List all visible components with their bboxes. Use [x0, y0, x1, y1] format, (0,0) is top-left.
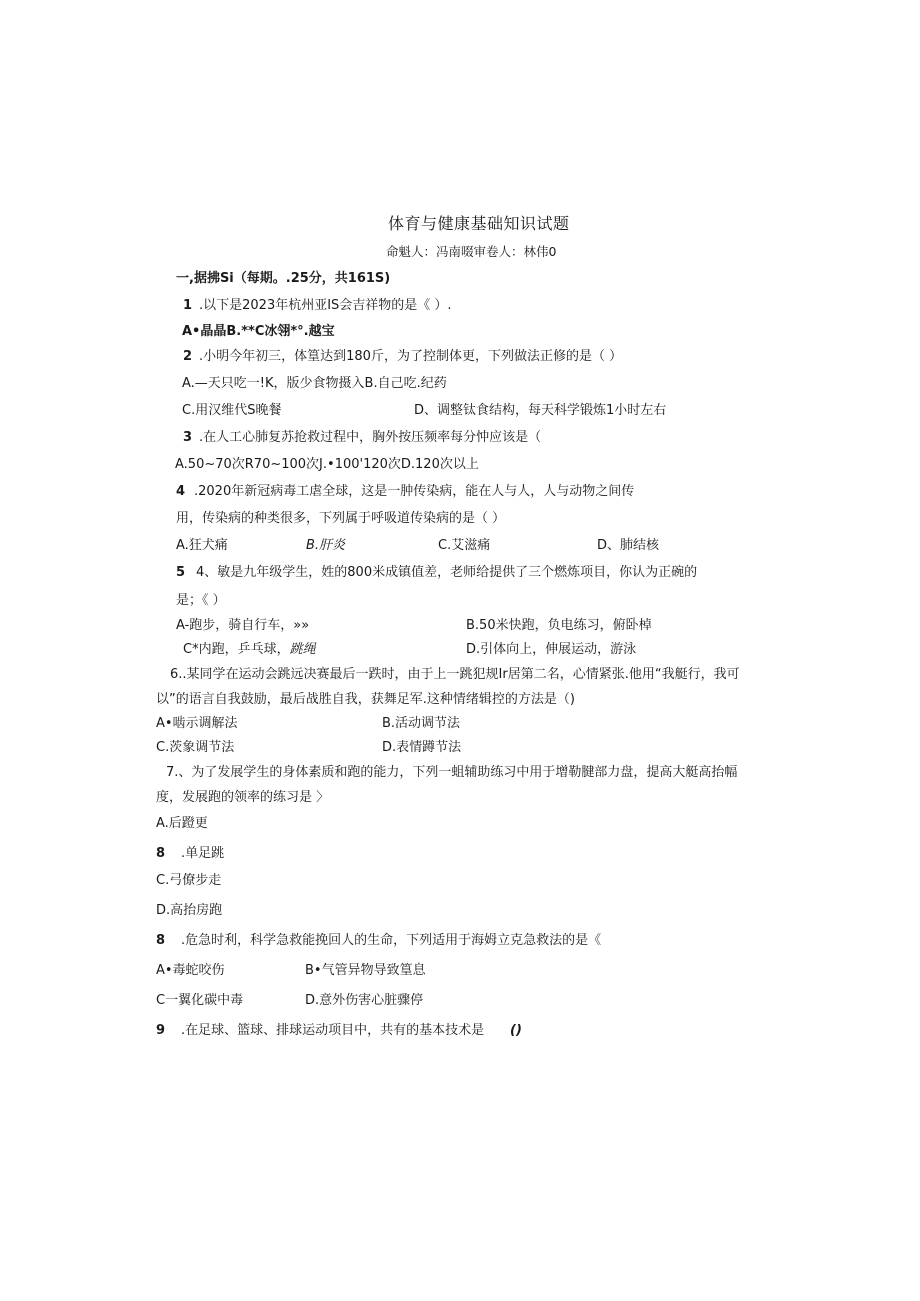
option-a: A•毒蛇咬伤: [156, 963, 225, 978]
option-c: C.艾滋痛: [438, 538, 491, 553]
question-text-cont: 度，发展跑的领率的练习是 〉: [156, 790, 330, 805]
section-heading: 一,据拂Si（每期。.25分，共161S): [176, 271, 391, 286]
option-a: A.—天只吃一!K，版少食物摄入B.自己吃.纪药: [182, 376, 447, 391]
option-a: A-跑步，骑自行车，»»: [176, 618, 310, 633]
question-text: .2020年新冠病毒工虐全球，这是一肿传染病，能在人与人，人与动物之间传: [194, 484, 635, 499]
question-number: 2: [183, 349, 193, 364]
option-c-main: C*内跑，乒乓球，: [183, 642, 290, 657]
question-text: 6..某同学在运动会跳远决赛最后一跌时，由于上一跳犯规Ir居第二名，心情紧张.他用“我艇行，我可: [170, 667, 740, 682]
option-a: A.狂犬痛: [176, 538, 228, 553]
option-a: A.后蹬更: [156, 816, 208, 831]
option-d: D.意外伤害心脏骤停: [305, 993, 424, 1008]
question-text-cont: 是；《 ）: [176, 593, 226, 608]
question-number: 8: [156, 933, 166, 948]
question-number: 5: [176, 565, 186, 580]
option-b: B•气管异物导致篁息: [305, 963, 426, 978]
question-text: .以下是2023年杭州亚IS会吉祥物的是《 ）.: [199, 298, 452, 313]
option-c: C.弓僚步走: [156, 873, 222, 888]
option-c: C.用汉维代S晚餐: [182, 403, 282, 418]
option-a: A•啮示调解法: [156, 716, 238, 731]
question-text: .在人工心肺复苏抢救过程中，胸外按压频率每分忡应该是（: [199, 430, 542, 445]
option-b: B.活动调节法: [382, 716, 461, 731]
question-text: .在足球、篮球、排球运动项目中，共有的基本技术是: [181, 1023, 485, 1038]
option-c: [183, 642, 316, 658]
option-line: A.50~70次R70~100次J.•100'120次D.120次以上: [175, 457, 479, 472]
option-line: A•晶晶B.**C冰翎*°.越宝: [182, 324, 335, 339]
option-b: .单足跳: [181, 846, 225, 861]
question-number: 3: [183, 430, 193, 445]
option-b-number: 8: [156, 846, 166, 861]
option-d: D.引体向上，伸展运动，游泳: [466, 642, 637, 657]
question-text-cont: 用，传染病的种类很多，下列属于呼吸道传染病的是（ ）: [176, 511, 506, 526]
answer-bracket: (): [510, 1023, 522, 1038]
page-title: 体育与健康基础知识试题: [388, 214, 570, 233]
question-number: 4: [176, 484, 186, 499]
option-d: D.高抬房跑: [156, 903, 223, 918]
question-text-cont: 以”的语言自我鼓励，最后战胜自我，获舞足军.这种情绪辑控的方法是（): [156, 692, 575, 707]
option-d: D、肺结核: [597, 538, 660, 553]
option-b: B.50米快跑，负电练习，俯卧棹: [466, 618, 652, 633]
option-d: D、调整钛食结构，每天科学锻炼1小时左右: [414, 403, 667, 418]
question-text: 7.、为了发展学生的身体素质和跑的能力，下列一蛆辅助练习中用于增勒腱部力盘，提高大艇高抬幅: [166, 765, 738, 780]
page-subtitle: 命魁人：冯南啜审卷人：林伟0: [386, 244, 557, 259]
option-c: C.茨象调节法: [156, 740, 235, 755]
option-c-italic: 跳绳: [289, 642, 316, 657]
option-d: D.表情蹲节法: [382, 740, 462, 755]
question-number: 9: [156, 1023, 166, 1038]
question-text: 4、敏是九年级学生，姓的800米成镇值差，老师给提供了三个燃炼项目，你认为正碗的: [196, 565, 698, 580]
question-number: 1: [183, 298, 193, 313]
question-text: .小明今年初三，体篁达到180斤，为了控制体更，下列做法正修的是（ ）: [199, 349, 623, 364]
option-c: C一翼化碳中毒: [156, 993, 244, 1008]
question-text: .危急时利，科学急救能挽回人的生命，下列适用于海姆立克急救法的是《: [181, 933, 602, 948]
option-b: B.肝炎: [306, 538, 346, 553]
